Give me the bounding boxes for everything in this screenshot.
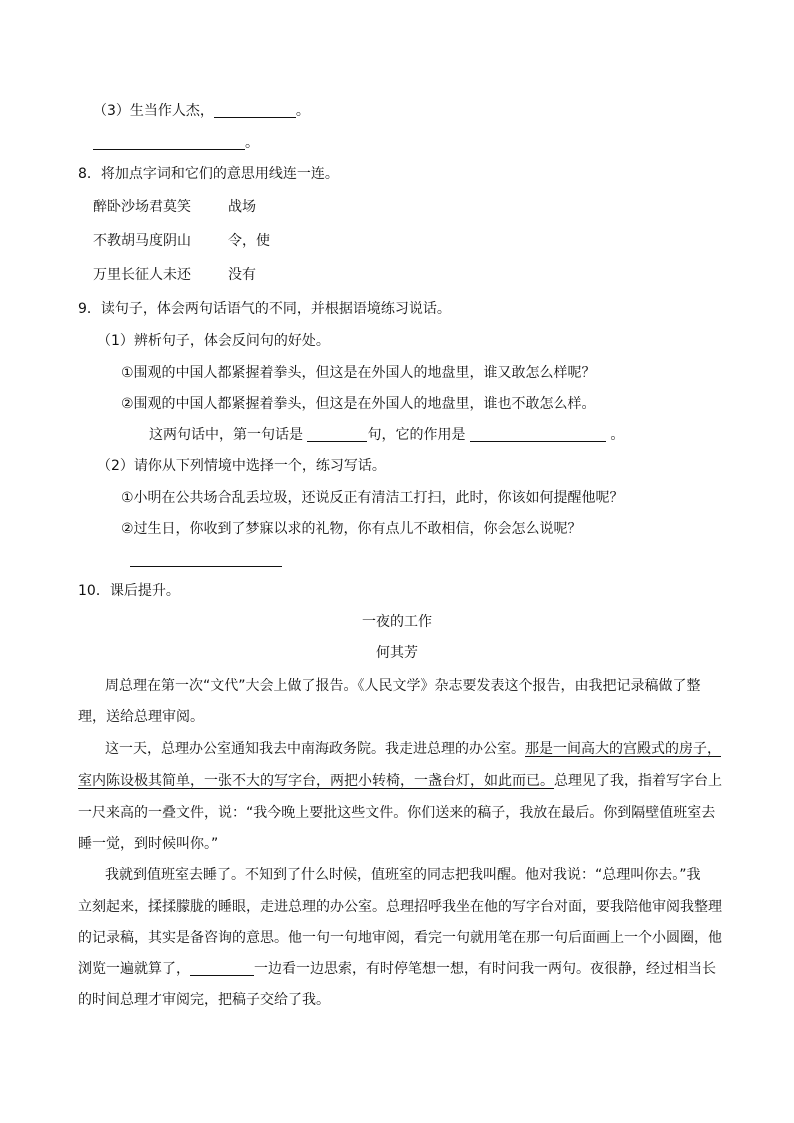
q9-answer-line: [130, 551, 282, 569]
q9-fill-text-a: 这两句话中，第一句话是: [149, 427, 303, 443]
article-p1-line1: 周总理在第一次“文代”大会上做了报告。《人民文学》杂志要发表这个报告，由我把记录稿做了整: [105, 678, 701, 694]
q7-item3-text: （3）生当作人杰，: [93, 103, 214, 119]
article-title: 一夜的工作: [362, 614, 432, 630]
article-p2-line1: [105, 740, 721, 758]
article-p2-text-a: 这一天，总理办公室通知我去中南海政务院。我走进总理的办公室。: [105, 741, 525, 757]
article-p1-line2: 理，送给总理审阅。: [78, 709, 204, 725]
article-p3-line3: 的记录稿，其实是备咨询的意思。他一句一句地审阅，看完一句就用笔在那一句后面画上一个小圆圈，他: [78, 930, 722, 946]
q7-blank-1[interactable]: [214, 103, 296, 118]
q9-choice-2: ②过生日，你收到了梦寐以求的礼物，你有点儿不敢相信，你会怎么说呢？: [121, 521, 582, 537]
q9-blank-2[interactable]: [470, 427, 606, 442]
article-p2-text-b: 总理见了我，指着写字台上: [554, 773, 722, 789]
article-author: 何其芳: [376, 645, 418, 661]
q8-left-1[interactable]: 醉卧沙场君莫笑: [93, 199, 191, 215]
article-p2-line2: [78, 772, 722, 790]
q8-right-3[interactable]: 没有: [228, 267, 256, 283]
q9-choice-1: ①小明在公共场合乱丢垃圾，还说反正有清洁工打扫，此时，你该如何提醒他呢？: [121, 490, 624, 506]
q7-item3-line2: [93, 134, 259, 152]
q9-sentence-2: ②围观的中国人都紧握着拳头，但这是在外国人的地盘里，谁也不敢怎么样。: [121, 396, 596, 412]
article-p3-line5: 的时间总理才审阅完，把稿子交给了我。: [78, 992, 330, 1008]
article-p2-line3: 一尺来高的一叠文件，说：“我今晚上要批这些文件。你们送来的稿子，我放在最后。你到隔壁值班室去: [78, 805, 716, 821]
q7-item3-end-period: 。: [245, 135, 259, 151]
q9-part1-title: （1）辨析句子，体会反问句的好处。: [97, 333, 330, 349]
article-p2-line4: 睡一觉，到时候叫你。”: [78, 836, 219, 852]
article-p3-line4: [78, 960, 716, 978]
article-p3-line2: 立刻起来，揉揉朦胧的睡眼，走进总理的办公室。总理招呼我坐在他的写字台对面，要我陪他审阅我整理: [78, 899, 722, 915]
q9-fill-line: [149, 426, 624, 444]
q10-title: 10．课后提升。: [78, 583, 180, 599]
q9-blank-1[interactable]: [307, 427, 367, 442]
q10-blank-1[interactable]: [190, 961, 254, 976]
underlined-sentence-part2: 室内陈设极其简单，一张不大的写字台，两把小转椅，一盏台灯，如此而已。: [78, 773, 554, 789]
article-p3-text-a: 浏览一遍就算了，: [78, 961, 190, 977]
article-p3-line1: 我就到值班室去睡了。不知到了什么时候，值班室的同志把我叫醒。他对我说：“总理叫你去。”我: [105, 867, 701, 883]
q7-blank-2[interactable]: [93, 135, 245, 150]
q8-left-3[interactable]: 万里长征人未还: [93, 267, 191, 283]
q7-item3: [93, 102, 310, 120]
underlined-sentence-part1: 那是一间高大的宫殿式的房子，: [525, 741, 721, 757]
q9-fill-text-b: 句，它的作用是: [367, 427, 466, 443]
q9-blank-3[interactable]: [130, 552, 282, 567]
q8-title: 8．将加点字词和它们的意思用线连一连。: [78, 166, 339, 182]
q9-fill-text-c: 。: [610, 427, 625, 443]
q7-item3-period: 。: [295, 103, 310, 119]
q8-right-1[interactable]: 战场: [228, 199, 256, 215]
q9-part2-title: （2）请你从下列情境中选择一个，练习写话。: [97, 458, 386, 474]
q9-sentence-1: ①围观的中国人都紧握着拳头，但这是在外国人的地盘里，谁又敢怎么样呢？: [121, 365, 596, 381]
q9-title: 9．读句子，体会两句话语气的不同，并根据语境练习说话。: [78, 301, 451, 317]
q8-left-2[interactable]: 不教胡马度阴山: [93, 233, 191, 249]
q8-right-2[interactable]: 令，使: [228, 233, 270, 249]
article-p3-text-b: 一边看一边思索，有时停笔想一想，有时问我一两句。夜很静，经过相当长: [254, 961, 716, 977]
